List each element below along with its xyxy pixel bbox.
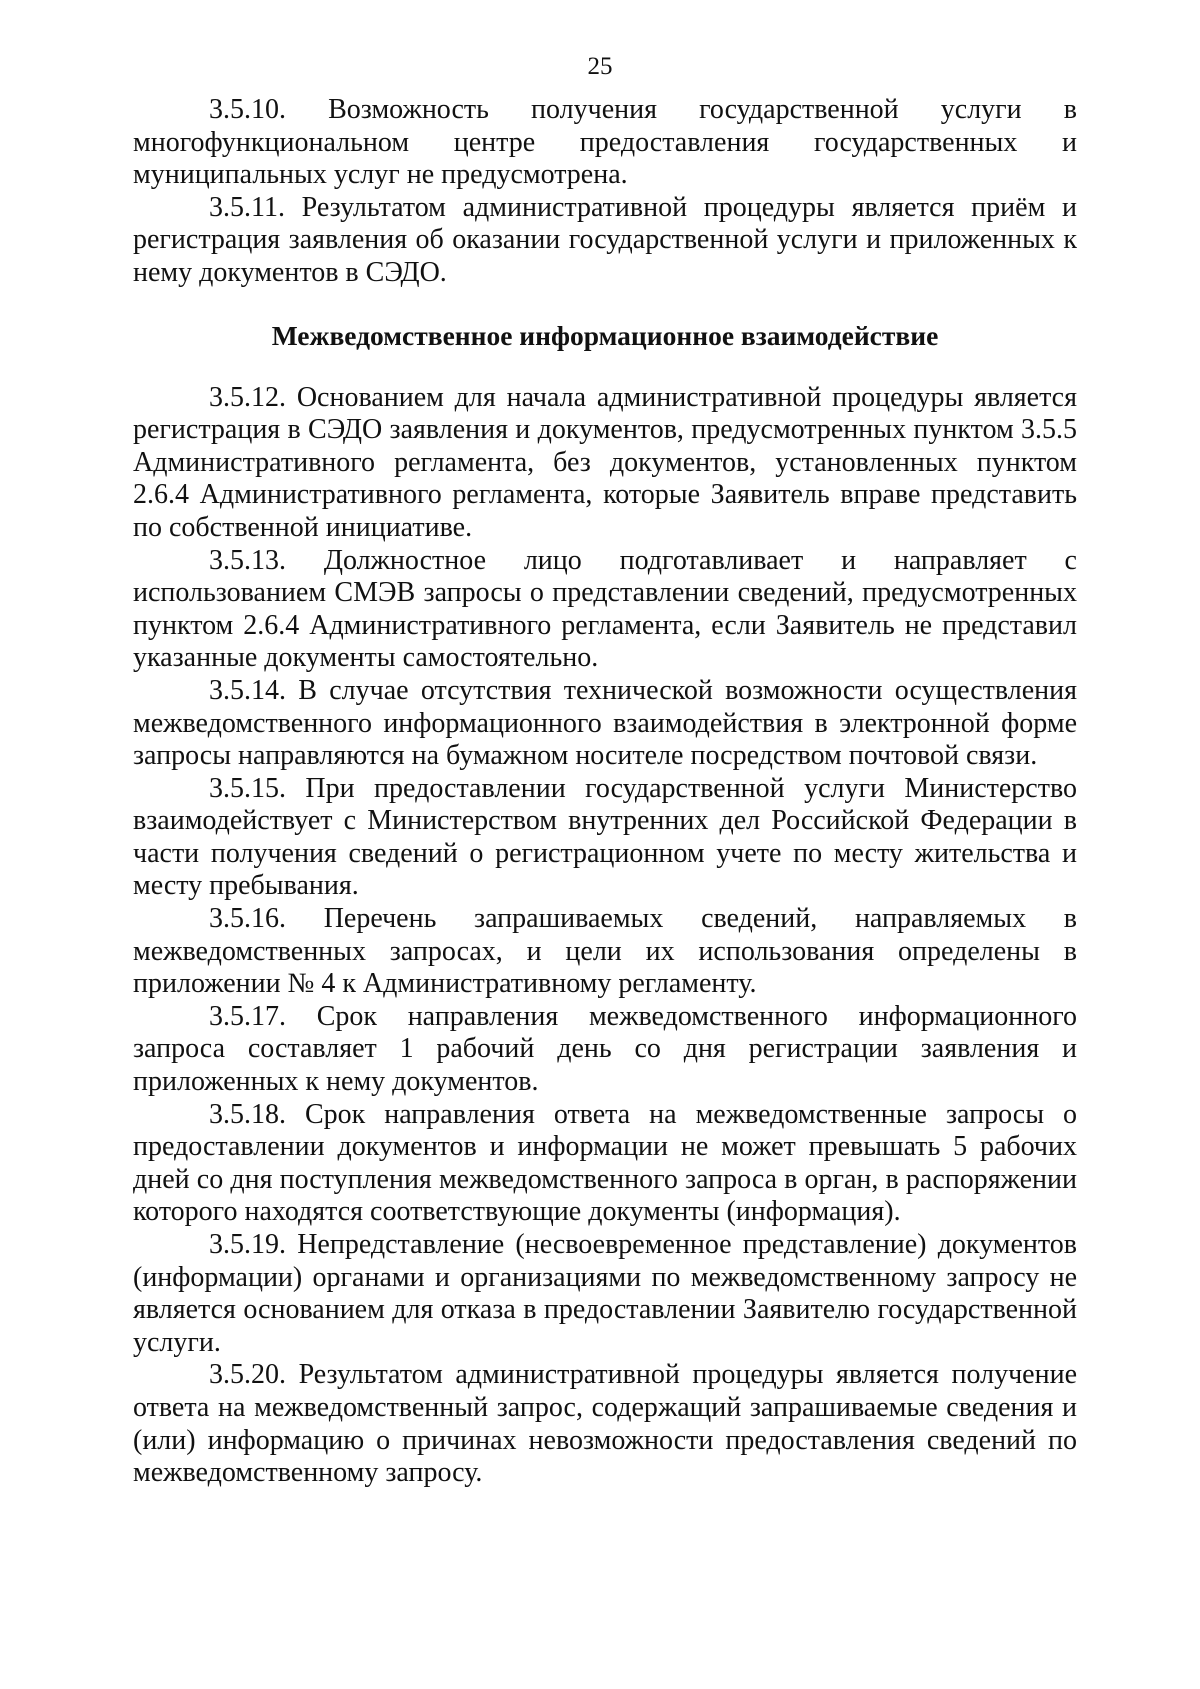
paragraph-3-5-18: 3.5.18. Срок направления ответа на межведомственные запросы о предоставлении документов и информации не может превышать 5 рабочих дней со дня поступления межведомственного запроса в орган, в распоряжении которого находятся соответствующие документы (информация). <box>133 1098 1077 1228</box>
paragraph-3-5-15: 3.5.15. При предоставлении государственной услуги Министерство взаимодействует с Министерством внутренних дел Российской Федерации в части получения сведений о регистрационном учете по месту жительства и месту пребывания. <box>133 772 1077 902</box>
paragraph-3-5-10: 3.5.10. Возможность получения государственной услуги в многофункциональном центре предоставления государственных и муниципальных услуг не предусмотрена. <box>133 94 1077 191</box>
paragraph-3-5-19: 3.5.19. Непредставление (несвоевременное представление) документов (информации) органами и организациями по межведомственному запросу не является основанием для отказа в предоставлении Заявителю государственной услуги. <box>133 1229 1077 1358</box>
section-heading: Межведомственное информационное взаимодействие <box>271 319 939 351</box>
paragraph-3-5-20: 3.5.20. Результатом административной процедуры является получение ответа на межведомственный запрос, содержащий запрашиваемые сведения и (или) информацию о причинах невозможности предоставления сведений по межведомственному запросу. <box>133 1359 1077 1489</box>
paragraph-3-5-13: 3.5.13. Должностное лицо подготавливает и направляет с использованием СМЭВ запросы о представлении сведений, предусмотренных пунктом 2.6.4 Административного регламента, если Заявитель не представил указанные документы самостоятельно. <box>133 544 1077 674</box>
paragraph-3-5-16: 3.5.16. Перечень запрашиваемых сведений, направляемых в межведомственных запросах, и цели их использования определены в приложении № 4 к Административному регламенту. <box>133 903 1077 1000</box>
paragraph-3-5-14: 3.5.14. В случае отсутствия технической возможности осуществления межведомственного информационного взаимодействия в электронной форме запросы направляются на бумажном носителе посредством почтовой связи. <box>133 674 1077 772</box>
paragraph-3-5-11: 3.5.11. Результатом административной процедуры является приём и регистрация заявления об оказании государственной услуги и приложенных к нему документов в СЭДО. <box>133 191 1077 288</box>
document-body <box>133 94 1077 1490</box>
paragraph-3-5-17: 3.5.17. Срок направления межведомственного информационного запроса составляет 1 рабочий день со дня регистрации заявления и приложенных к нему документов. <box>133 1000 1077 1098</box>
page-number: 25 <box>587 53 613 80</box>
paragraph-3-5-12: 3.5.12. Основанием для начала административной процедуры является регистрация в СЭДО заявления и документов, предусмотренных пунктом 3.5.5 Административного регламента, без документов, установленных пунктом 2.6.4 Административного регламента, которые Заявитель вправе представить по собственной инициативе. <box>133 381 1077 543</box>
